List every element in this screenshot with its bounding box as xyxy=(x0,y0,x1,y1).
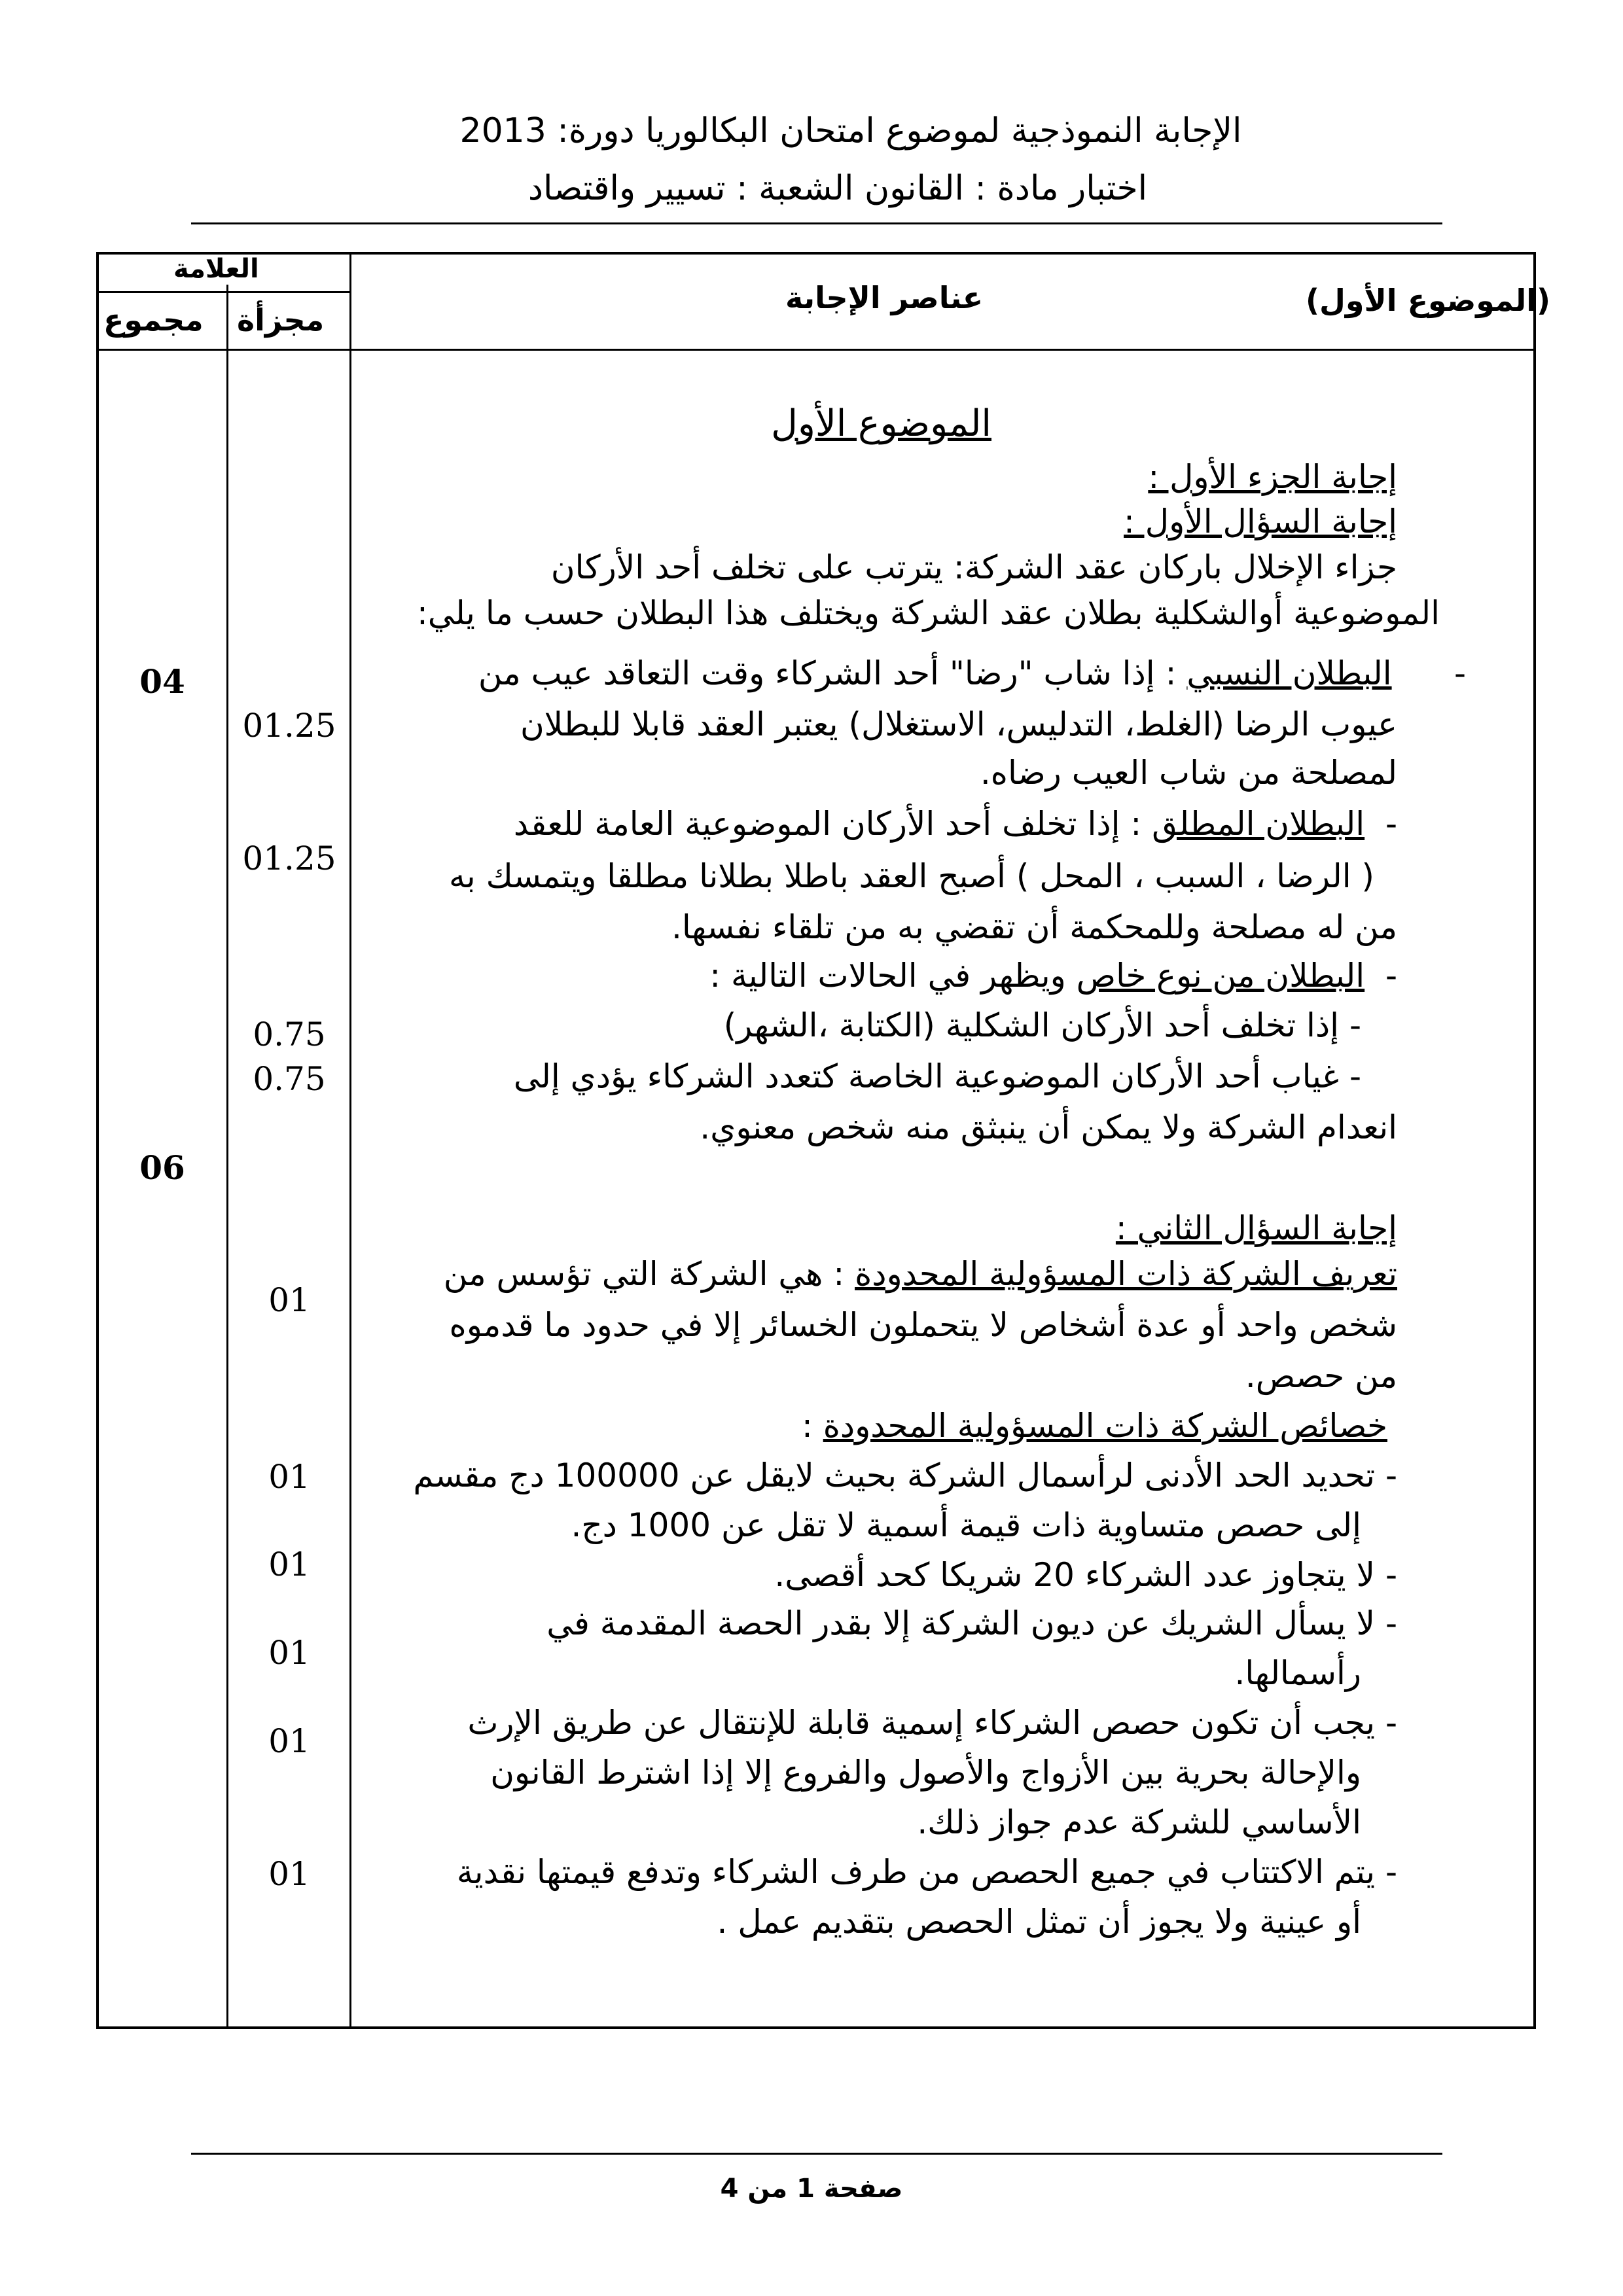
partial-mark: 01 xyxy=(268,1281,310,1319)
special-nullity-text: ويظهر في الحالات التالية : xyxy=(709,957,1077,995)
column-divider-total xyxy=(226,285,228,2027)
answer-line: لمصلحة من شاب العيب رضاه. xyxy=(980,754,1397,792)
total-mark-2: 06 xyxy=(139,1148,185,1187)
bullet: - xyxy=(1364,805,1397,843)
answer-line: رأسمالها. xyxy=(1234,1654,1361,1692)
page-number: صفحة 1 من 4 xyxy=(720,2174,903,2204)
total-column-header: مجموع xyxy=(103,302,204,338)
bullet: - xyxy=(1364,957,1397,995)
answer-elements-header: عناصر الإجابة xyxy=(785,280,984,315)
relative-nullity-label: البطلان النسبي xyxy=(1186,654,1392,692)
answer-line: - يجب أن تكون حصص الشركاء إسمية قابلة للإنتقال عن طريق الإرث xyxy=(467,1704,1397,1742)
answer-line: - تحديد الحد الأدنى لرأسمال الشركة بحيث لايقل عن 100000 دج مقسم xyxy=(413,1457,1397,1494)
exam-subtitle: اختبار مادة : القانون الشعبة : تسيير واقتصاد xyxy=(527,169,1148,208)
answer-line: انعدام الشركة ولا يمكن أن ينبثق منه شخص معنوي. xyxy=(700,1108,1397,1146)
partial-mark: 01 xyxy=(268,1722,310,1760)
answer-line: الموضوعية أوالشكلية بطلان عقد الشركة ويختلف هذا البطلان حسب ما يلي: xyxy=(416,594,1440,632)
answer-line: إلى حصص متساوية ذات قيمة أسمية لا تقل عن 1000 دج. xyxy=(571,1506,1361,1544)
answer-line: شخص واحد أو عدة أشخاص لا يتحملون الخسائر إلا في حدود ما قدموه xyxy=(449,1306,1397,1344)
special-nullity-label: البطلان من نوع خاص xyxy=(1076,957,1365,995)
characteristics-colon: : xyxy=(801,1407,823,1445)
answer-line xyxy=(709,957,1397,995)
answer-line: - غياب أحد الأركان الموضوعية الخاصة كتعدد الشركاء يؤدي إلى xyxy=(513,1057,1361,1095)
partial-mark: 01 xyxy=(268,1545,310,1583)
answer-line: - إذا تخلف أحد الأركان الشكلية (الكتابة ،الشهر) xyxy=(723,1006,1361,1044)
partial-mark: 01 xyxy=(268,1855,310,1893)
exam-title: الإجابة النموذجية لموضوع امتحان البكالوريا دورة: 2013 xyxy=(459,111,1242,150)
answer-line: من حصص. xyxy=(1245,1357,1397,1395)
table-header-line xyxy=(98,349,1533,351)
answer-line: والإحالة بحرية بين الأزواج والأصول والفروع إلا إذا اشترط القانون xyxy=(490,1754,1361,1792)
absolute-nullity-text: : إذا تخلف أحد الأركان الموضوعية العامة للعقد xyxy=(513,805,1152,843)
answer-line: ( الرضا ، السبب ، المحل ) أصبح العقد باطلا بطلانا مطلقا ويتمسك به xyxy=(449,857,1374,895)
partial-column-header: مجزأة xyxy=(237,302,325,338)
answer-line: من له مصلحة وللمحكمة أن تقضي به من تلقاء نفسها. xyxy=(671,908,1397,946)
absolute-nullity-label: البطلان المطلق xyxy=(1152,805,1365,843)
partial-mark: 0.75 xyxy=(253,1060,326,1098)
answer-line xyxy=(802,1407,1387,1445)
answer-line: جزاء الإخلال باركان عقد الشركة: يترتب على تخلف أحد الأركان xyxy=(550,548,1397,586)
answer-line: - لا يسأل الشريك عن ديون الشركة إلا بقدر الحصة المقدمة في xyxy=(546,1604,1397,1642)
answer-line: الأساسي للشركة عدم جواز ذلك. xyxy=(917,1803,1361,1841)
answer-line: - لا يتجاوز عدد الشركاء 20 شريكا كحد أقصى. xyxy=(774,1556,1397,1594)
partial-mark: 01.25 xyxy=(242,839,336,877)
definition-label: تعريف الشركة ذات المسؤولية المحدودة xyxy=(855,1255,1397,1293)
partial-mark: 0.75 xyxy=(253,1016,326,1053)
answer-line: أو عينية ولا يجوز أن تمثل الحصص بتقديم عمل . xyxy=(717,1903,1361,1941)
header-rule xyxy=(191,222,1442,224)
part-heading: إجابة الجزء الأول : xyxy=(1148,458,1397,496)
section-title: الموضوع الأول xyxy=(771,402,991,445)
question-heading: إجابة السؤال الثاني : xyxy=(1115,1209,1397,1247)
partial-mark: 01 xyxy=(268,1634,310,1672)
answer-line xyxy=(444,1255,1397,1293)
relative-nullity-text: : إذا شاب "رضا" أحد الشركاء وقت التعاقد عيب من xyxy=(478,654,1187,692)
footer-rule xyxy=(191,2153,1442,2155)
topic-header: (الموضوع الأول) xyxy=(1306,283,1551,318)
answer-line: - يتم الاكتتاب في جميع الحصص من طرف الشركاء وتدفع قيمتها نقدية xyxy=(456,1853,1397,1891)
answer-line: عيوب الرضا (الغلط، التدليس، الاستغلال) يعتبر العقد قابلا للبطلان xyxy=(520,705,1397,743)
partial-mark: 01.25 xyxy=(242,707,336,745)
characteristics-label: خصائص الشركة ذات المسؤولية المحدودة xyxy=(823,1407,1387,1445)
column-divider-partial xyxy=(349,253,351,2027)
question-heading: إجابة السؤال الأول : xyxy=(1124,503,1397,540)
total-mark-1: 04 xyxy=(139,662,185,701)
marks-header: العلامة xyxy=(173,254,259,284)
definition-text: : هي الشركة التي تؤسس من xyxy=(443,1255,855,1293)
partial-mark: 01 xyxy=(268,1458,310,1496)
marks-subheader-line xyxy=(98,291,349,293)
bullet: - xyxy=(1391,654,1466,692)
answer-line xyxy=(514,805,1397,843)
answer-line xyxy=(478,654,1466,692)
